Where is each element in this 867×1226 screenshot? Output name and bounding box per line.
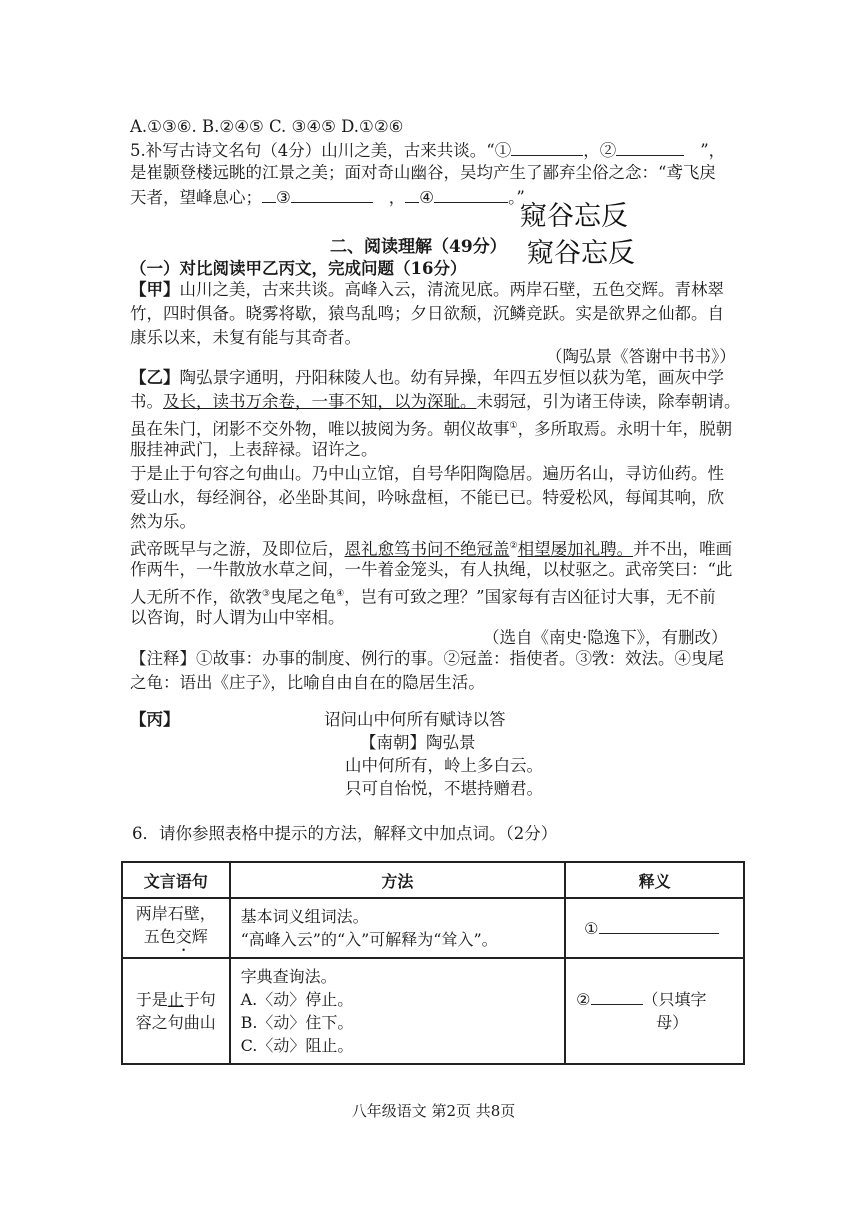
q5-line2: 是崔颢登楼远眺的江景之美；面对奇山幽谷，吴均产生了鄙弃尘俗之念：“鸢飞戾	[130, 163, 716, 182]
note-ref-3: ③	[262, 589, 271, 599]
q5-text: 5.补写古诗文名句（4分）山川之美，古来共谈。“	[130, 141, 495, 160]
dotted-word: 止	[167, 990, 184, 1009]
answer-blank-2[interactable]	[591, 988, 643, 1005]
yi-text: 曳尾之龟	[270, 587, 337, 607]
row1-method-line1: 基本词义组词法。	[240, 907, 369, 926]
answer-note: （只填字	[642, 990, 707, 1009]
row2-text: 于句	[183, 990, 216, 1009]
jia-line3: 康乐以来，未复有能与其奇者。	[130, 328, 361, 347]
yi-text: 未弱冠，引为诸王侍读，除奉朝请。	[476, 392, 741, 411]
q5-blank3-mark: ③	[276, 188, 291, 207]
note-ref-4: ④	[336, 589, 345, 599]
q5-blank1[interactable]	[511, 139, 583, 156]
yi-line11: 以咨询，时人谓为山中宰相。	[130, 608, 345, 627]
answer-note-cont: 母）	[656, 1013, 689, 1032]
q5-sep: ，	[583, 141, 600, 160]
answer-mark-2: ②	[576, 990, 591, 1009]
bing-author: 【南朝】陶弘景	[360, 733, 476, 752]
yi-text: 虽在朱门，闭影不交外物，唯以披阅为务。朝仪故事	[130, 419, 510, 439]
yi-text: 书。	[130, 392, 163, 411]
row1-sentence-line1: 两岸石壁，	[135, 903, 216, 923]
q5-blank3[interactable]	[291, 186, 373, 203]
yi-line8	[130, 535, 732, 561]
q5-blank4-mark: ④	[419, 188, 435, 207]
table-row	[122, 898, 744, 958]
note-ref-2: ②	[509, 541, 518, 551]
page-footer: 八年级语文 第2页 共8页	[351, 1102, 516, 1120]
row2-method	[230, 958, 566, 1064]
jia-source: （陶弘景《答谢中书书》）	[546, 347, 736, 366]
dotted-word: 交	[175, 926, 192, 946]
q5-line3: 天者，望峰息心； ③ ， ④ 。”	[130, 188, 525, 207]
yi-line3	[130, 415, 732, 441]
yi-line5: 于是止于句容之句曲山。乃中山立馆，自号华阳陶隐居。遍历名山，寻访仙药。性	[130, 464, 724, 483]
q4-options: A.①③⑥. B.②④⑤ C. ③④⑤ D.①②⑥	[130, 117, 404, 136]
q6-prompt: 6．请你参照表格中提示的方法，解释文中加点词。（2分）	[132, 824, 558, 843]
row1-text: 辉	[191, 926, 208, 946]
q5-blank1-mark: ①	[494, 141, 512, 160]
jia-line1	[130, 279, 724, 301]
q5-line3-text: 天者，望峰息心；	[130, 188, 262, 207]
answer-blank-1[interactable]	[599, 917, 719, 934]
header-method: 方法	[230, 862, 566, 898]
q5-line1	[130, 139, 725, 162]
row1-sentence-line2	[127, 925, 225, 955]
bing-title: 诏问山中何所有赋诗以答	[324, 710, 506, 729]
note-ref-1: ①	[509, 421, 518, 431]
jia-line2: 竹，四时俱备。晓雾将歇，猿鸟乱鸣；夕日欲颓，沉鳞竞跃。实是欲界之仙都。自	[130, 304, 724, 323]
yi-line4: 服挂神武门，上表辞禄。诏许之。	[130, 440, 378, 459]
yi-line1	[130, 367, 724, 389]
handwritten-answer-1: 窥谷忘反	[520, 201, 628, 232]
jia-text: 山川之美，古来共谈。高峰入云，清流见底。两岸石壁，五色交辉。青林翠	[179, 280, 724, 299]
header-meaning: 释义	[565, 862, 744, 898]
explanation-table	[121, 861, 745, 1065]
table-row	[122, 958, 744, 1064]
yi-text: 武帝既早与之游，及即位后，	[130, 539, 345, 559]
header-sentence: 文言语句	[122, 862, 230, 898]
handwritten-answer-2: 窥谷忘反	[527, 238, 635, 269]
q5-end1: ”，	[700, 141, 726, 160]
yi-line9: 作两牛，一牛散放水草之间，一牛着金笼头，有人执绳，以杖驱之。武帝笑曰：“此	[130, 560, 733, 579]
row1-method-line2: “高峰入云”的“入”可解释为“耸入”。	[240, 930, 498, 949]
table-header-row	[122, 862, 744, 898]
notes-line1: 【注释】①故事：办事的制度、例行的事。②冠盖：指使者。③敩：效法。④曳尾	[130, 649, 724, 668]
row2-sentence-line2: 容之句曲山	[135, 1013, 216, 1032]
row2-method-option-c: C.〈动〉阻止。	[240, 1036, 354, 1055]
yi-line7: 然为乐。	[130, 512, 196, 531]
yi-source: （选自《南史·隐逸下》，有删改）	[483, 628, 728, 647]
row2-method-option-a: A.〈动〉停止。	[240, 990, 354, 1009]
part1-title: （一）对比阅读甲乙丙文，完成问题（16分）	[130, 259, 467, 278]
q5-blank4[interactable]	[434, 186, 508, 203]
row1-method	[230, 898, 566, 958]
row2-text: 于是	[135, 990, 168, 1009]
jia-label: 【甲】	[130, 280, 180, 299]
bing-poem-line1: 山中何所有，岭上多白云。	[345, 756, 543, 775]
row2-sentence-line1	[127, 988, 225, 1011]
bing-poem-line2: 只可自怡悦，不堪持赠君。	[345, 779, 543, 798]
yi-underlined-sentence: 相望屡加礼聘。	[517, 539, 634, 559]
q5-blank2-mark: ②	[599, 141, 617, 160]
yi-underlined-sentence: 及长，读书万余卷，一事不知，以为深耻。	[163, 392, 477, 411]
notes-line2: 之龟：语出《庄子》，比喻自由自在的隐居生活。	[130, 673, 485, 692]
q5-blank2[interactable]	[616, 139, 684, 156]
bing-label: 【丙】	[130, 710, 180, 729]
row1-text: 五色	[143, 926, 176, 946]
yi-text: ，岂有可致之理？”国家每有吉凶征讨大事，无不前	[344, 587, 716, 607]
yi-text: ，多所取焉。永明十年，脱朝	[517, 419, 733, 439]
row2-method-option-b: B.〈动〉住下。	[240, 1013, 354, 1032]
yi-line2	[130, 391, 741, 413]
yi-label: 【乙】	[130, 368, 180, 387]
yi-line6: 爱山水，每经涧谷，必坐卧其间，吟咏盘桓，不能已已。特爱松风，每闻其响，欣	[130, 488, 724, 507]
yi-underlined-sentence: 恩礼愈笃书问不绝冠盖	[344, 539, 510, 559]
row2-answer	[565, 958, 744, 1064]
yi-text: 陶弘景字通明，丹阳秣陵人也。幼有异操，年四五岁恒以荻为笔，画灰中学	[179, 368, 724, 387]
row2-method-line1: 字典查询法。	[240, 967, 337, 986]
row1-sentence	[122, 898, 230, 958]
answer-mark-1: ①	[584, 918, 599, 938]
yi-line10	[130, 583, 716, 609]
q5-end3: 。”	[508, 188, 525, 207]
row1-answer	[565, 898, 744, 958]
row2-sentence	[122, 958, 230, 1064]
yi-text: 人无所不作，欲敩	[130, 587, 262, 607]
section-title: 二、阅读理解（49分）	[330, 237, 507, 257]
yi-text: 并不出，唯画	[633, 539, 733, 559]
